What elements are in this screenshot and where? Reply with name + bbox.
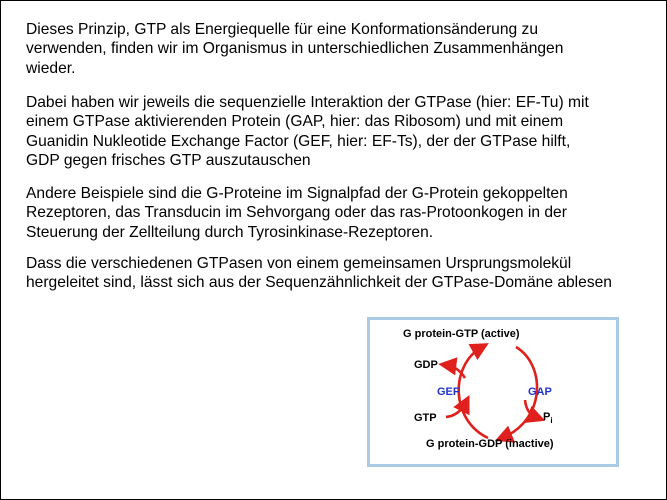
phosphate-label	[543, 411, 553, 425]
phosphate-letter: P	[543, 411, 551, 423]
phosphate-subscript: i	[550, 416, 553, 426]
inactive-state-label: G protein-GDP (inactive)	[426, 438, 554, 450]
gap-label: GAP	[528, 386, 552, 398]
active-state-label: G protein-GTP (active)	[403, 328, 520, 340]
paragraph-2: Dabei haben wir jeweils die sequenzielle Interaktion der GTPase (hier: EF-Tu) mit einem GTPase aktivierenden Protein (GAP, hier: das Ribosom) und mit einem Guanidin Nukleotide Exchange Factor (GEF, hier: EF-Ts), der der GTPase hilft, GDP gegen frisches GTP auszutauschen	[26, 94, 589, 170]
gef-label: GEF	[437, 386, 460, 398]
activation-arrow	[459, 347, 488, 438]
paragraph-4: Dass die verschiedenen GTPasen von einem gemeinsamen Ursprungsmolekül hergeleitet sind, lässt sich aus der Sequenzähnlichkeit der GTPase-Domäne ablesen	[26, 255, 612, 292]
gtpase-cycle-diagram	[367, 317, 619, 467]
gdp-label: GDP	[414, 359, 438, 371]
paragraph-3: Andere Beispiele sind die G-Proteine im Signalpfad der G-Protein gekoppelten Rezeptoren, das Transducin im Sehvorgang oder das ras-Protoonkogen in der Steuerung der Zellteilung durch Tyrosinkinase-Rezeptoren.	[26, 185, 568, 241]
gtp-label: GTP	[414, 412, 437, 424]
paragraph-1: Dieses Prinzip, GTP als Energiequelle für eine Konformationsänderung zu verwenden, finden wir im Organismus in unterschiedlichen Zusammenhängen wieder.	[26, 21, 564, 77]
